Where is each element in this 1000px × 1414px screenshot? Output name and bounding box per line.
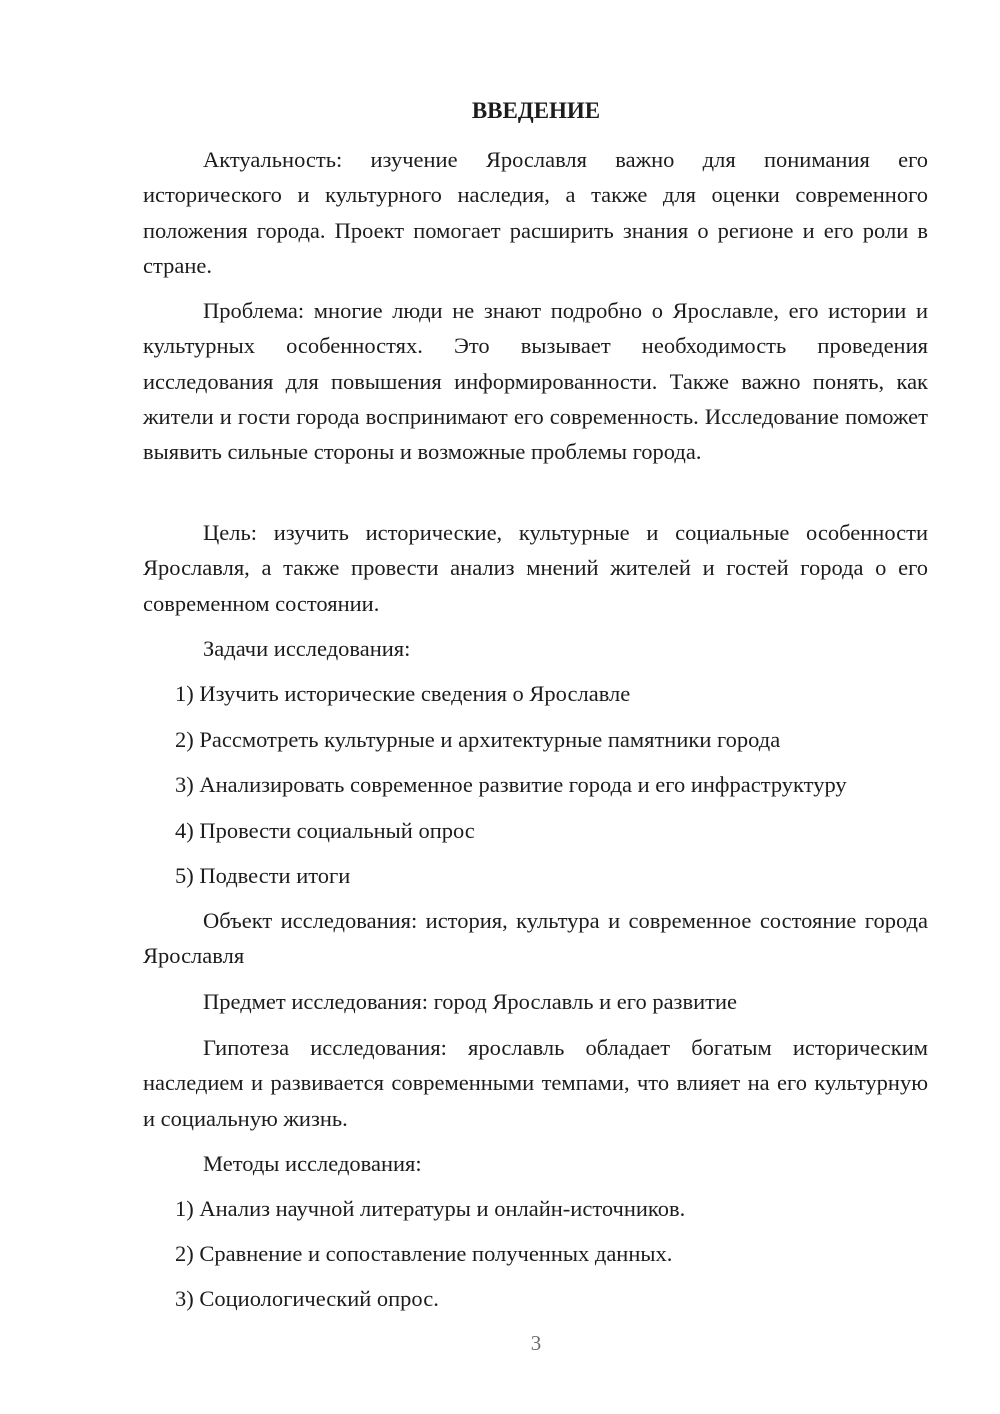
task-item: 1) Изучить исторические сведения о Ярославле [175,681,631,706]
task-item: 3) Анализировать современное развитие города и его инфраструктуру [175,772,847,797]
problem-paragraph: Проблема: многие люди не знают подробно о Ярославле, его истории и культурных особенностях. Это вызывает необходимость проведения исследования для повышения информированности. Также важно понять, как жители и гости города воспринимают его современность. Исследование поможет выявить сильные стороны и возможные проблемы города. [143,298,928,465]
methods-heading: Методы исследования: [203,1151,422,1176]
method-item: 2) Сравнение и сопоставление полученных данных. [175,1241,673,1266]
subject-paragraph: Предмет исследования: город Ярославль и его развитие [203,989,737,1014]
page-number: 3 [530,1331,542,1355]
page-title: ВВЕДЕНИЕ [471,98,601,123]
method-item: 3) Социологический опрос. [175,1286,439,1311]
method-item: 1) Анализ научной литературы и онлайн-источников. [175,1196,686,1221]
tasks-heading: Задачи исследования: [203,636,411,661]
hypothesis-paragraph: Гипотеза исследования: ярославль обладает богатым историческим наследием и развивается современными темпами, что влияет на его культурную и социальную жизнь. [143,1035,928,1131]
goal-paragraph: Цель: изучить исторические, культурные и социальные особенности Ярославля, а также провести анализ мнений жителей и гостей города о его современном состоянии. [143,520,928,616]
task-item: 5) Подвести итоги [175,863,351,888]
task-item: 2) Рассмотреть культурные и архитектурные памятники города [175,727,781,752]
task-item: 4) Провести социальный опрос [175,818,475,843]
relevance-paragraph: Актуальность: изучение Ярославля важно для понимания его исторического и культурного наследия, а также для оценки современного положения города. Проект помогает расширить знания о регионе и его роли в стране. [143,147,928,278]
object-paragraph: Объект исследования: история, культура и современное состояние города Ярославля [143,908,928,969]
